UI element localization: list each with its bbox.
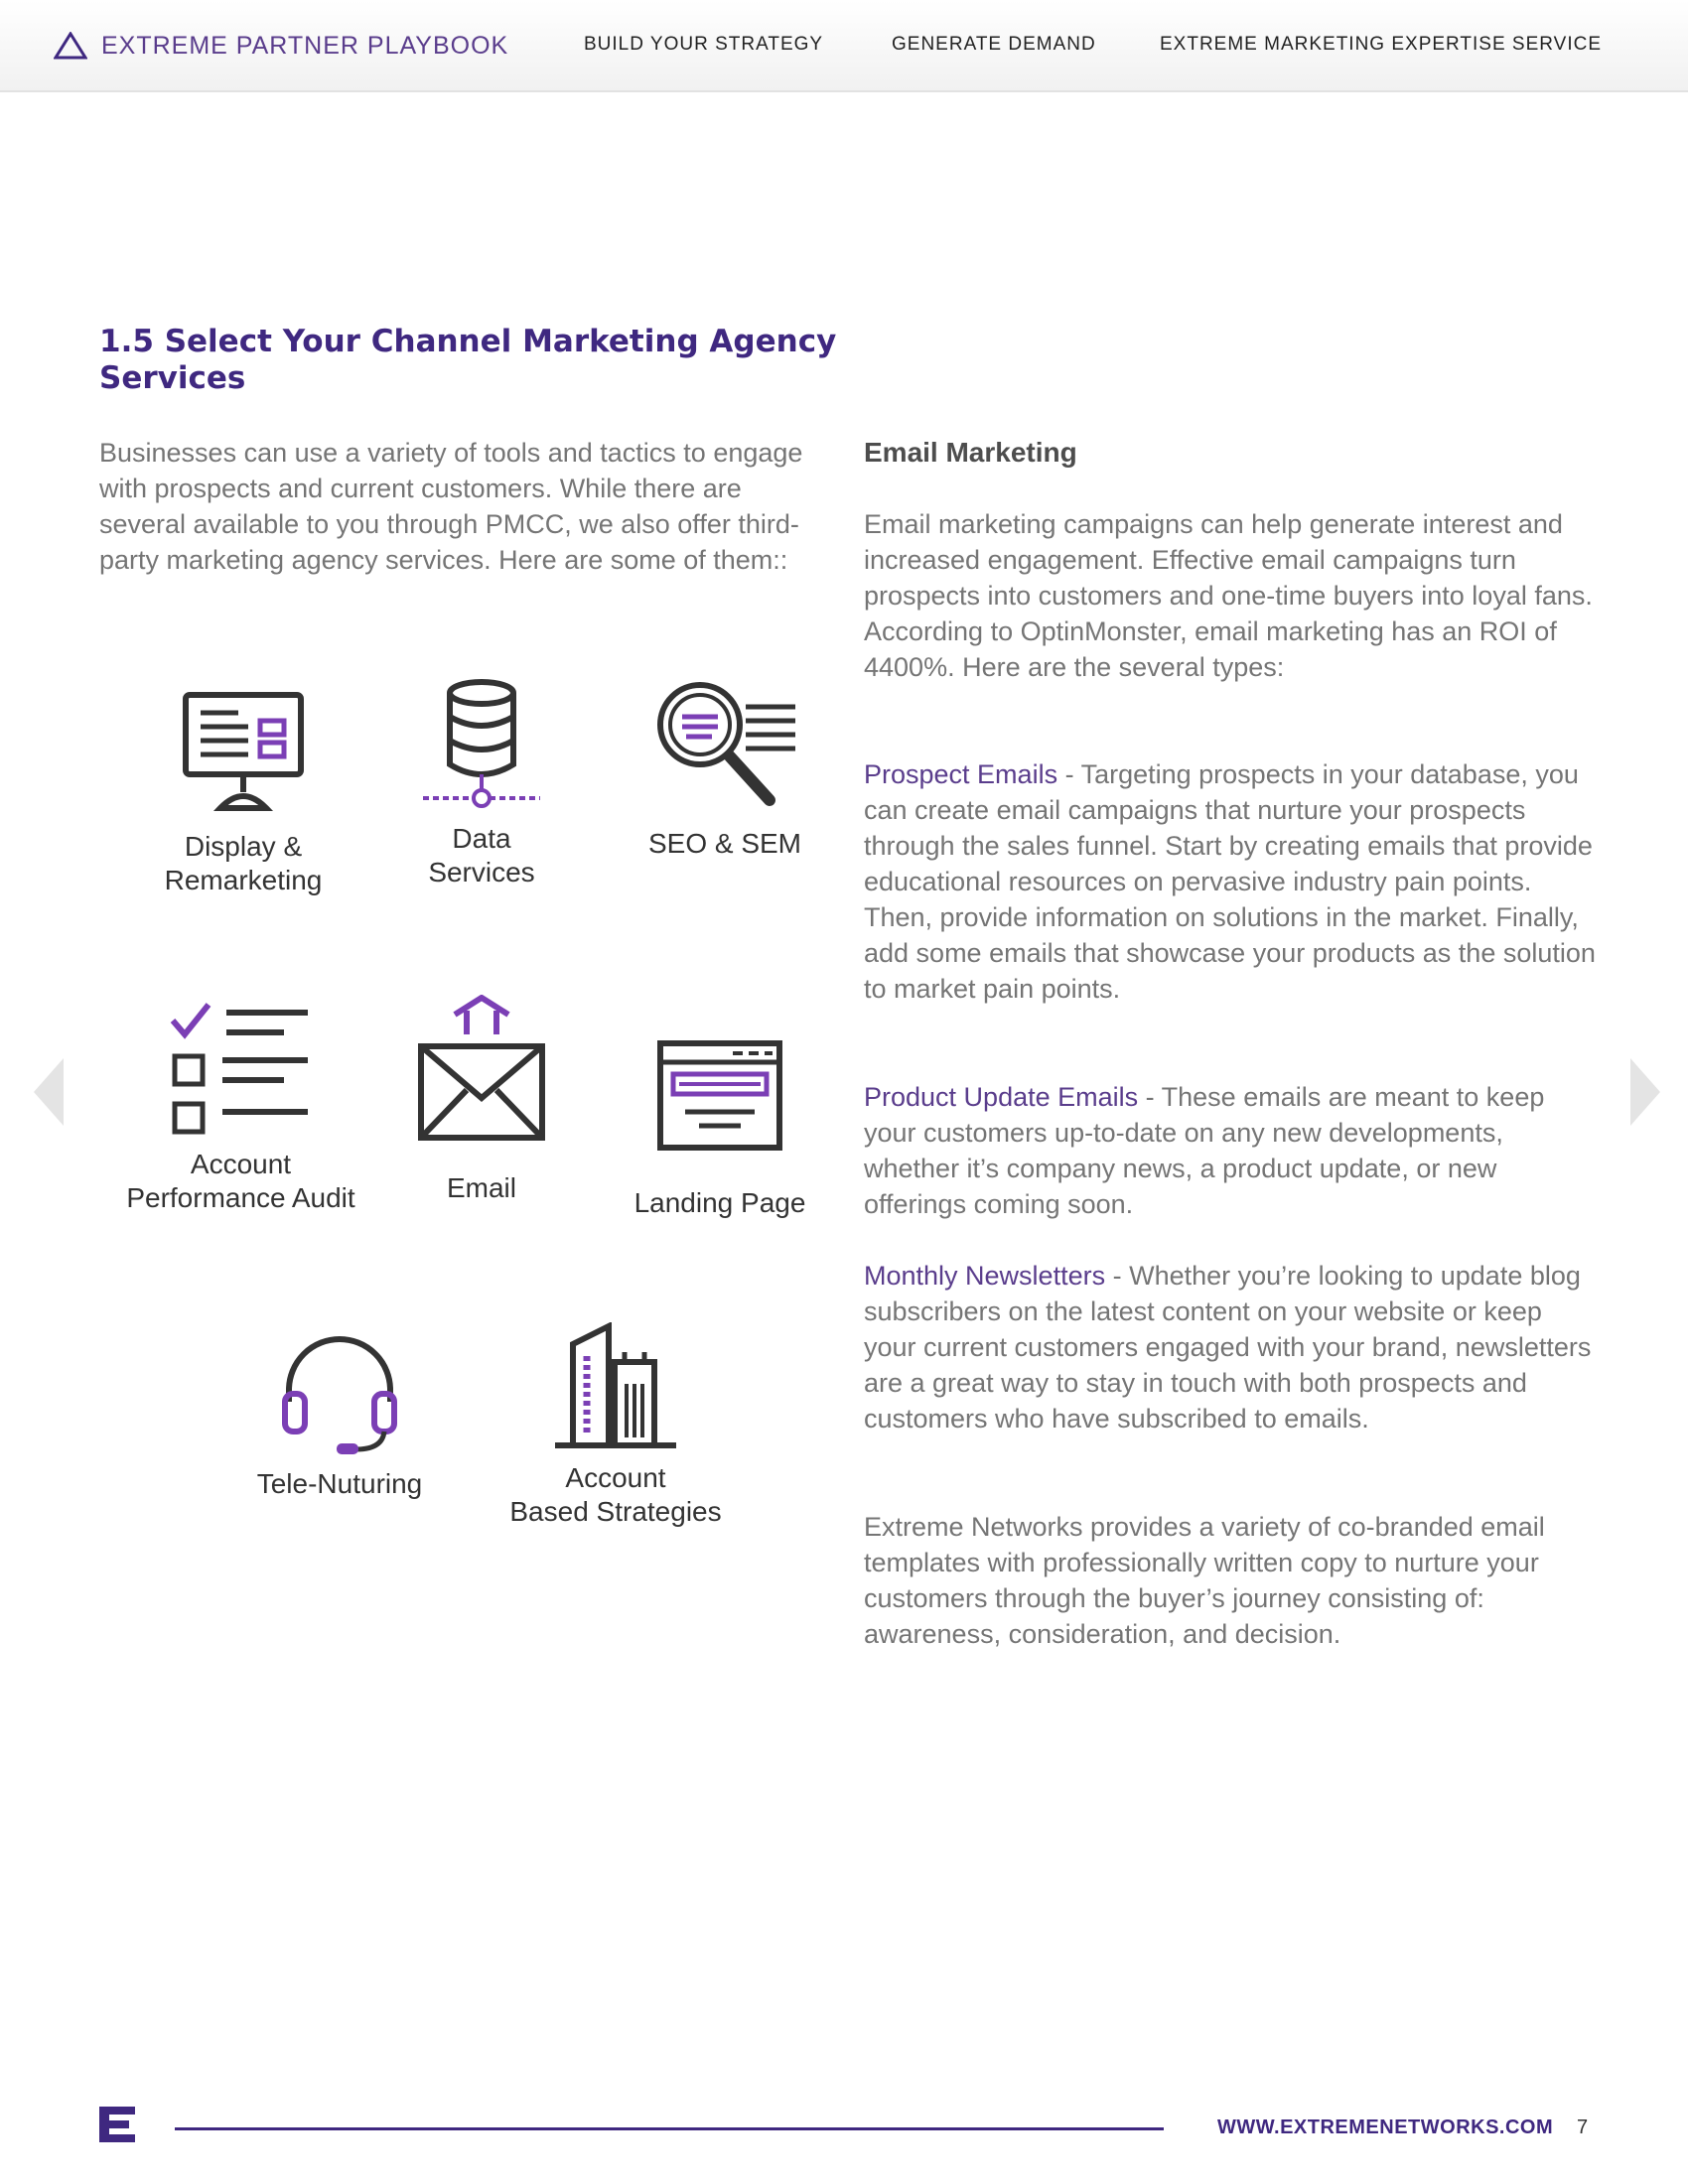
monthly-newsletters-paragraph bbox=[864, 1258, 1599, 1436]
product-update-emails-text: - These emails are meant to keep your customers up-to-date on any new developments, whether it’s company news, a product update, or new offerings coming soon. bbox=[864, 1082, 1545, 1219]
service-label: Data Services bbox=[428, 823, 535, 887]
service-tele-nuturing bbox=[230, 1326, 449, 1501]
buildings-icon bbox=[551, 1322, 680, 1451]
nav-generate-demand[interactable]: GENERATE DEMAND bbox=[892, 34, 1096, 55]
checklist-icon bbox=[167, 999, 316, 1138]
product-update-emails-lead: Product Update Emails bbox=[864, 1082, 1139, 1112]
page-number: 7 bbox=[1577, 2116, 1589, 2138]
magnifier-icon bbox=[650, 677, 799, 811]
section-intro: Businesses can use a variety of tools and tactics to engage with prospects and current customers. While there are several available to you through PMCC, we also offer third-party marketing agency services. Here are some of them:: bbox=[99, 438, 803, 575]
prospect-emails-paragraph bbox=[864, 756, 1599, 1007]
service-label: SEO & SEM bbox=[647, 828, 802, 859]
browser-window-icon bbox=[655, 1038, 784, 1153]
nav-extreme-marketing-expertise-service[interactable]: EXTREME MARKETING EXPERTISE SERVICE bbox=[1160, 34, 1603, 55]
monthly-newsletters-text: - Whether you’re looking to update blog subscribers on the latest content on your website or keep your current customers engaged with your brand, newsletters are a great way to stay in touch with both prospects and customers who have subscribed to emails. bbox=[864, 1261, 1592, 1433]
service-display-remarketing bbox=[139, 685, 348, 897]
top-navigation-bar bbox=[0, 0, 1688, 92]
next-page-arrow-icon[interactable] bbox=[1624, 1052, 1664, 1132]
service-label: Landing Page bbox=[633, 1187, 806, 1218]
section-title: 1.5 Select Your Channel Marketing Agency Services bbox=[99, 324, 837, 396]
service-landing-page bbox=[616, 1038, 824, 1220]
service-label: Account Based Strategies bbox=[509, 1462, 722, 1527]
headset-icon bbox=[275, 1326, 404, 1455]
prospect-emails-lead: Prospect Emails bbox=[864, 759, 1058, 789]
previous-page-arrow-icon[interactable] bbox=[30, 1052, 70, 1132]
email-marketing-heading: Email Marketing bbox=[864, 437, 1077, 468]
nav-build-your-strategy[interactable]: BUILD YOUR STRATEGY bbox=[584, 34, 824, 55]
footer-website-link[interactable]: WWW.EXTREMENETWORKS.COM bbox=[1217, 2116, 1554, 2138]
service-label: Display & Remarketing bbox=[164, 831, 323, 895]
envelope-icon bbox=[417, 995, 546, 1146]
prospect-emails-text: - Targeting prospects in your database, you can create email campaigns that nurture your prospects through the sales funnel. Start by creating emails that provide educational resources on pervasive industry pain points. Then, provide information on solutions in the market. Finally, add some emails that showcase your products as the solution to market pain points. bbox=[864, 759, 1596, 1004]
service-account-performance-audit bbox=[99, 999, 382, 1215]
database-icon bbox=[417, 677, 546, 816]
service-label: Email bbox=[446, 1172, 516, 1203]
monthly-newsletters-lead: Monthly Newsletters bbox=[864, 1261, 1106, 1291]
service-data-services bbox=[397, 677, 566, 889]
triangle-logo-icon bbox=[54, 32, 87, 60]
brand-title: EXTREME PARTNER PLAYBOOK bbox=[101, 31, 509, 60]
footer-divider bbox=[175, 2127, 1164, 2130]
product-update-emails-paragraph bbox=[864, 1079, 1599, 1222]
brand[interactable] bbox=[54, 28, 508, 64]
display-monitor-icon bbox=[179, 685, 308, 814]
service-label: Account Performance Audit bbox=[126, 1149, 355, 1213]
service-label: Tele-Nuturing bbox=[256, 1468, 423, 1499]
service-account-based-strategies bbox=[482, 1322, 750, 1529]
service-seo-sem bbox=[626, 677, 824, 861]
email-marketing-intro: Email marketing campaigns can help generate interest and increased engagement. Effective email campaigns turn prospects into customers and one-time buyers into loyal fans. According to OptinMonster, email marketing has an ROI of 4400%. Here are the several types: bbox=[864, 509, 1593, 682]
service-email bbox=[407, 995, 556, 1205]
extreme-logo-icon[interactable] bbox=[95, 2103, 139, 2146]
email-templates-paragraph: Extreme Networks provides a variety of co-branded email templates with professionally written copy to nurture your customers through the buyer’s journey consisting of: awareness, consideration, and decision. bbox=[864, 1512, 1545, 1649]
